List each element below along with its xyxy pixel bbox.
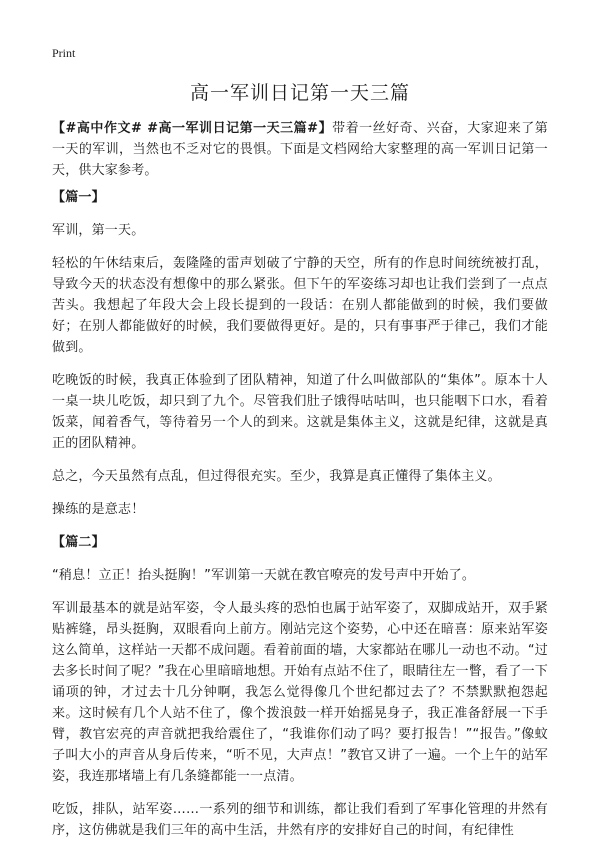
section-heading-1: 【篇一】	[52, 190, 105, 205]
intro-text: 带着一丝好奇、兴奋，大家迎来了第一天的军训，当然也不乏对它的畏惧。下面是文档网给大家整理的高一军训日记第一天，供大家参考。	[52, 121, 549, 178]
article-body	[52, 118, 548, 853]
paragraph: 总之，今天虽然有点乱，但过得很充实。至少，我算是真正懂得了集体主义。	[52, 469, 501, 484]
print-link[interactable]: Print	[52, 46, 76, 60]
section-heading-2: 【篇二】	[52, 535, 105, 550]
paragraph: “稍息！立正！抬头挺胸！”军训第一天就在教官嘹亮的发号声中开始了。	[52, 568, 476, 583]
paragraph: 轻松的午休结束后，轰隆隆的雷声划破了宁静的天空，所有的作息时间统统被打乱，导致今天的状态没有想像中的那么紧张。但下午的军姿练习却也让我们尝到了一点点苦头。我想起了年段大会上段长提到的一段话：在别人都能做到的时候，我们要做好；在别人都能做好的时候，我们要做得更好。是的，只有事事严于律己，我们才能做到。	[52, 256, 548, 355]
page-title: 高一军训日记第一天三篇	[189, 82, 410, 104]
paragraph: 吃晚饭的时候，我真正体验到了团队精神，知道了什么叫做部队的“集体”。原本十人一桌一块儿吃饭，却只到了九个。尽管我们肚子饿得咕咕叫，也只能咽下口水，看着饭菜，闻着香气，等待着另一个人的到来。这就是集体主义，这就是纪律，这就是真正的团队精神。	[52, 373, 548, 451]
paragraph: 军训最基本的就是站军姿，令人最头疼的恐怕也属于站军姿了，双脚成站开，双手紧贴裤缝，昂头挺胸，双眼看向上前方。刚站完这个姿势，心中还在暗喜：原来站军姿这么简单，这样站一天都不成问题。看着前面的墙，大家都站在哪儿一动也不动。“过去多长时间了呢？”我在心里暗暗地想。开始有点站不住了，眼睛往左一瞥，看了一下诵项的钟，才过去十几分钟啊，我怎么觉得像几个世纪都过去了？不禁默默抱怨起来。这时候有几个人站不住了，像个拨浪鼓一样开始摇晃身子，我正准备舒展一下手臂，教官宏亮的声音就把我给震住了，“我谁你们动了吗？要打报告！”“报告。”像蚊子叫大小的声音从身后传来，“听不见，大声点！”教官又讲了一遍。一个上午的站军姿，我连那堵墙上有几条缝都能一一点清。	[52, 601, 548, 784]
intro-tag: 【#高中作文# #高一军训日记第一天三篇#】	[52, 121, 333, 136]
paragraph: 操练的是意志！	[52, 502, 145, 517]
paragraph: 吃饭，排队，站军姿……一系列的细节和训练，都让我们看到了军事化管理的井然有序，这仿佛就是我们三年的高中生活，井然有序的安排好自己的时间，有纪律性	[52, 802, 548, 838]
intro-paragraph	[52, 118, 548, 181]
paragraph: 军训，第一天。	[52, 223, 145, 238]
